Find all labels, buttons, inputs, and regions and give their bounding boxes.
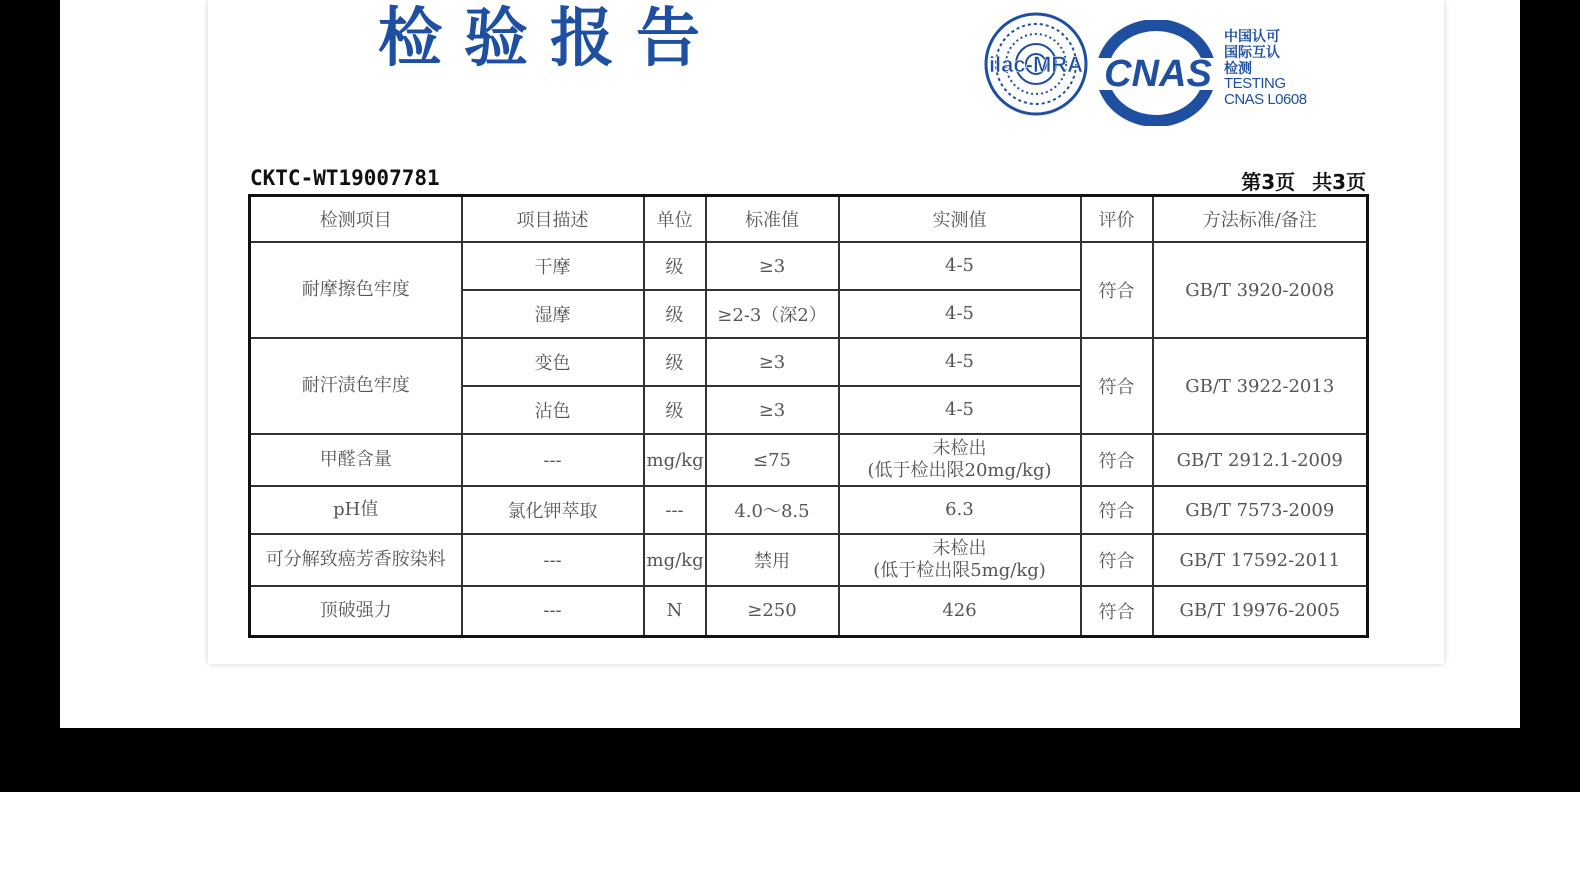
cell-method: GB/T 17592-2011 — [1153, 534, 1368, 586]
cell-evaluation: 符合 — [1081, 434, 1153, 486]
cnas-logo-text: CNAS — [1104, 53, 1212, 95]
cell-method: GB/T 19976-2005 — [1153, 586, 1368, 636]
cell-description: 湿摩 — [462, 290, 644, 338]
cell-evaluation: 符合 — [1081, 486, 1153, 534]
page-info: 第3页 共3页 — [1241, 170, 1366, 194]
measured-value-line: (低于检出限5mg/kg) — [873, 560, 1046, 581]
cell-test-item: 耐摩擦色牢度 — [250, 242, 462, 338]
image-panel — [60, 0, 1520, 728]
measured-value-line: 未检出 — [932, 538, 987, 559]
cell-measured-value — [839, 486, 1081, 534]
cell-measured-value — [839, 290, 1081, 338]
cell-description: 氯化钾萃取 — [462, 486, 644, 534]
cell-evaluation: 符合 — [1081, 586, 1153, 636]
cell-unit: mg/kg — [644, 434, 706, 486]
cnas-accreditation-text — [1224, 28, 1334, 108]
ilac-logo-text: ilac-MRA — [988, 52, 1084, 77]
cell-evaluation: 符合 — [1081, 242, 1153, 338]
table-row — [250, 586, 1368, 636]
cell-standard-value: ≥2-3（深2） — [706, 290, 839, 338]
cell-test-item: 甲醛含量 — [250, 434, 462, 486]
cnas-text-line: 检测 — [1224, 60, 1252, 76]
cell-measured-value — [839, 242, 1081, 290]
cell-standard-value: ≥250 — [706, 586, 839, 636]
cell-method: GB/T 2912.1-2009 — [1153, 434, 1368, 486]
cell-description: --- — [462, 534, 644, 586]
cnas-text-line: CNAS L0608 — [1224, 91, 1307, 108]
report-paper — [208, 0, 1444, 664]
cell-unit: 级 — [644, 338, 706, 386]
measured-value-line: 4-5 — [945, 255, 974, 276]
cell-measured-value — [839, 386, 1081, 434]
cell-description: 沾色 — [462, 386, 644, 434]
cell-evaluation: 符合 — [1081, 534, 1153, 586]
cell-standard-value: ≥3 — [706, 242, 839, 290]
table-body — [250, 242, 1368, 636]
cell-description: 变色 — [462, 338, 644, 386]
table-row — [250, 486, 1368, 534]
measured-value-line: 6.3 — [945, 499, 974, 520]
header-description: 项目描述 — [462, 196, 644, 243]
header-method: 方法标准/备注 — [1153, 196, 1368, 243]
ilac-mra-logo — [984, 6, 1088, 122]
measured-value-line: 426 — [942, 599, 977, 621]
cell-evaluation: 符合 — [1081, 338, 1153, 434]
cell-unit: 级 — [644, 386, 706, 434]
cell-standard-value: ≤75 — [706, 434, 839, 486]
cell-measured-value — [839, 586, 1081, 636]
header-measured-value: 实测值 — [839, 196, 1081, 243]
cell-measured-value — [839, 338, 1081, 386]
cell-unit: mg/kg — [644, 534, 706, 586]
cnas-logo — [1098, 20, 1220, 126]
table-header-row — [250, 196, 1368, 243]
table-row — [250, 434, 1368, 486]
cell-unit: --- — [644, 486, 706, 534]
header-test-item: 检测项目 — [250, 196, 462, 243]
cell-standard-value: 禁用 — [706, 534, 839, 586]
measured-value-line: 4-5 — [945, 303, 974, 324]
cell-measured-value — [839, 534, 1081, 586]
cell-unit: 级 — [644, 290, 706, 338]
cell-test-item: 可分解致癌芳香胺染料 — [250, 534, 462, 586]
header-standard-value: 标准值 — [706, 196, 839, 243]
report-number: CKTC-WT19007781 — [250, 166, 440, 190]
table-row — [250, 534, 1368, 586]
cell-description: --- — [462, 434, 644, 486]
document-title: 检验报告 — [378, 1, 722, 76]
header-evaluation: 评价 — [1081, 196, 1153, 243]
cell-description: 干摩 — [462, 242, 644, 290]
test-results-table — [248, 194, 1369, 638]
cell-method: GB/T 3920-2008 — [1153, 242, 1368, 338]
cell-standard-value: ≥3 — [706, 338, 839, 386]
cell-standard-value: ≥3 — [706, 386, 839, 434]
cell-measured-value — [839, 434, 1081, 486]
table-row — [250, 242, 1368, 290]
cell-description: --- — [462, 586, 644, 636]
cell-unit: N — [644, 586, 706, 636]
cell-test-item: 耐汗渍色牢度 — [250, 338, 462, 434]
cell-standard-value: 4.0～8.5 — [706, 486, 839, 534]
measured-value-line: 4-5 — [945, 351, 974, 372]
measured-value-line: 4-5 — [945, 399, 974, 420]
cell-unit: 级 — [644, 242, 706, 290]
header-unit: 单位 — [644, 196, 706, 243]
table-row — [250, 338, 1368, 386]
measured-value-line: (低于检出限20mg/kg) — [867, 460, 1052, 481]
cell-test-item: 顶破强力 — [250, 586, 462, 636]
cnas-text-line: TESTING — [1224, 75, 1286, 92]
cell-test-item: pH值 — [250, 486, 462, 534]
cell-method: GB/T 3922-2013 — [1153, 338, 1368, 434]
cnas-text-line: 国际互认 — [1224, 44, 1280, 60]
measured-value-line: 未检出 — [932, 438, 987, 459]
cell-method: GB/T 7573-2009 — [1153, 486, 1368, 534]
cnas-text-line: 中国认可 — [1224, 28, 1280, 44]
